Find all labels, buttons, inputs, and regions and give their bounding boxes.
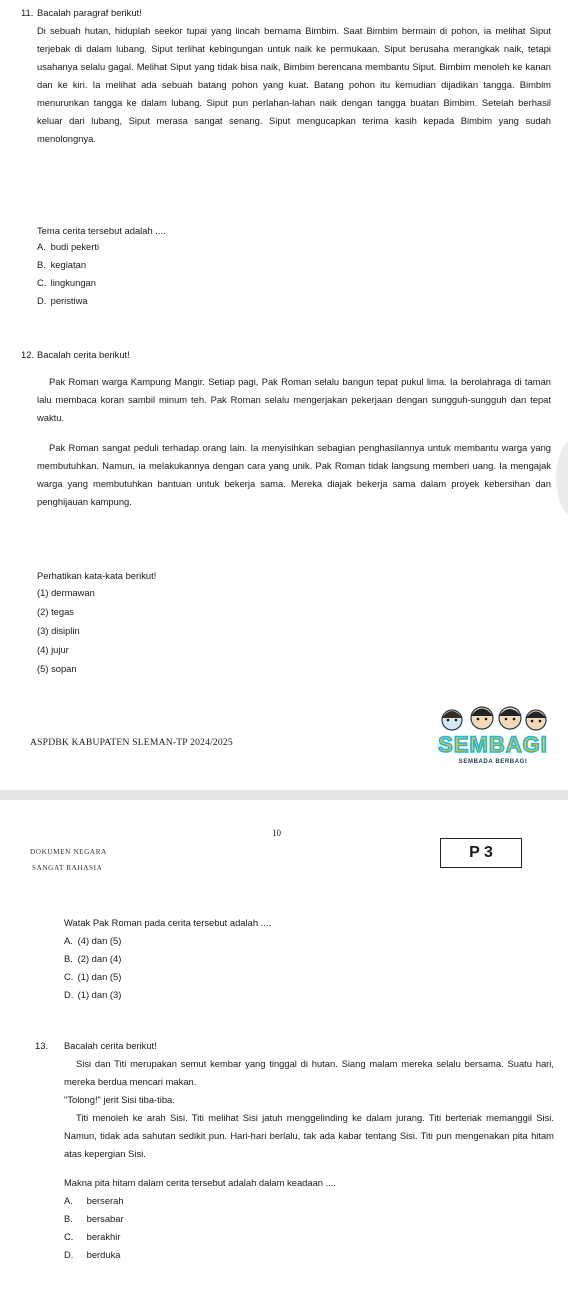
question-prompt: Makna pita hitam dalam cerita tersebut adalah dalam keadaan ....: [64, 1177, 337, 1188]
answer-option-b[interactable]: [64, 950, 121, 968]
question-number: 12.: [21, 349, 35, 360]
story-paragraph-1: Sisi dan Titi merupakan semut kembar yang tinggal di hutan. Siang malam mereka selalu bersama. Suatu hari, mereka berdua mencari makan.: [64, 1058, 554, 1087]
story-dialogue: "Tolong!" jerit Sisi tiba-tiba.: [64, 1094, 175, 1105]
option-text: berakhir: [86, 1231, 121, 1242]
answer-option-c[interactable]: [64, 1228, 120, 1246]
option-text: (2) dan (4): [77, 953, 122, 964]
answer-option-c[interactable]: [37, 274, 96, 292]
word-item: (4) jujur: [37, 644, 69, 655]
words-intro: Perhatikan kata-kata berikut!: [37, 570, 157, 581]
page-number: 10: [272, 828, 281, 838]
word-item: (1) dermawan: [37, 587, 95, 598]
classification-stamp-bottom: SANGAT RAHASIA: [32, 864, 103, 872]
footer-text: ASPDBK KABUPATEN SLEMAN-TP 2024/2025: [30, 737, 233, 748]
answer-option-a[interactable]: [37, 238, 99, 256]
word-item: (5) sopan: [37, 663, 77, 674]
option-text: berserah: [86, 1195, 124, 1206]
page-edge-decoration: [556, 438, 568, 518]
sembagi-logo: [430, 702, 556, 768]
answer-option-a[interactable]: [64, 932, 121, 950]
option-letter: C.: [64, 1231, 74, 1242]
option-text: lingkungan: [50, 277, 96, 288]
answer-option-d[interactable]: [64, 1246, 121, 1264]
page-separator: [0, 790, 568, 800]
question-number: 11.: [21, 7, 34, 18]
classification-stamp-top: DOKUMEN NEGARA: [30, 848, 107, 856]
option-letter: C.: [37, 277, 47, 288]
answer-option-d[interactable]: [64, 986, 121, 1004]
option-text: berduka: [86, 1249, 121, 1260]
question-prompt: Watak Pak Roman pada cerita tersebut adalah ....: [64, 917, 272, 928]
option-letter: C.: [64, 971, 74, 982]
question-passage: Di sebuah hutan, hiduplah seekor tupai yang lincah bernama Bimbim. Saat Bimbim bermain di pohon, ia melihat Siput terjebak di dalam lubang. Siput terlihat kebingungan untuk naik ke permukaan. Siput berusaha merangkak naik, tetapi usahanya selalu gagal. Melihat Siput yang tidak bisa naik, Bimbim berencana membantu Siput. Bimbim menoleh ke kanan dan ke kiri. Ia melihat ada sebuah batang pohon yang kuat. Batang pohon itu kemudian dijadikan tangga. Bimbim menurunkan tangga ke dalam lubang. Siput pun perlahan-lahan naik dengan tangga buatan Bimbim. Setelah berhasil keluar dari lubang, Siput merasa sangat senang. Siput mengucapkan terima kasih kepada Bimbim yang sudah menolongnya.: [37, 25, 551, 144]
story-paragraph-2: Pak Roman sangat peduli terhadap orang lain. Ia menyisihkan sebagian penghasilannya untuk membantu warga yang membutuhkan. Namun, ia melakukannya dengan cara yang unik. Pak Roman tidak langsung memberi uang. Ia mengajak warga yang membutuhkan bantuan untuk bekerja sama. Mereka diajak bekerja sama dalam proyek kebersihan dan penghijauan kampung.: [37, 442, 551, 507]
answer-option-d[interactable]: [37, 292, 88, 310]
option-text: peristiwa: [50, 295, 88, 306]
word-item: (3) disiplin: [37, 625, 80, 636]
answer-option-a[interactable]: [64, 1192, 124, 1210]
option-text: kegiatan: [50, 259, 87, 270]
logo-subtitle: SEMBADA BERBAGI: [458, 759, 528, 765]
option-letter: D.: [37, 295, 47, 306]
option-text: (1) dan (5): [77, 971, 122, 982]
logo-wordmark: SEMBAGI: [438, 732, 548, 757]
option-letter: A.: [64, 1195, 73, 1206]
children-mascot-icon: [430, 702, 556, 768]
word-item: (2) tegas: [37, 606, 74, 617]
option-letter: A.: [64, 935, 73, 946]
option-letter: A.: [37, 241, 46, 252]
question-intro: Bacalah paragraf berikut!: [37, 7, 142, 18]
option-text: (4) dan (5): [77, 935, 122, 946]
answer-option-b[interactable]: [37, 256, 86, 274]
option-text: budi pekerti: [50, 241, 100, 252]
option-text: (1) dan (3): [77, 989, 122, 1000]
story-paragraph-3: Titi menoleh ke arah Sisi. Titi melihat Sisi jatuh menggelinding ke dalam jurang. Titi berteriak memanggil Sisi. Namun, tidak ada sahutan sedikit pun. Hari-hari berlalu, tak ada kabar tentang Sisi. Titi pun mengenakan pita hitam atas kepergian Sisi.: [64, 1112, 554, 1159]
option-letter: D.: [64, 989, 74, 1000]
option-letter: D.: [64, 1249, 74, 1260]
answer-option-b[interactable]: [64, 1210, 124, 1228]
option-letter: B.: [64, 953, 73, 964]
option-text: bersabar: [86, 1213, 124, 1224]
question-prompt: Tema cerita tersebut adalah ....: [37, 225, 166, 236]
option-letter: B.: [64, 1213, 73, 1224]
answer-option-c[interactable]: [64, 968, 121, 986]
question-intro: Bacalah cerita berikut!: [37, 349, 130, 360]
option-letter: B.: [37, 259, 46, 270]
question-intro: Bacalah cerita berikut!: [64, 1040, 157, 1051]
story-paragraph-1: Pak Roman warga Kampung Mangir. Setiap pagi, Pak Roman selalu bangun tepat pukul lima. Ia berolahraga di taman lalu membaca koran sambil minum teh. Pak Roman selalu mengerjakan pekerjaan dengan sungguh-sungguh dan tepat waktu.: [37, 376, 551, 423]
packet-code-box: P 3: [440, 838, 522, 868]
question-number: 13.: [35, 1040, 49, 1051]
